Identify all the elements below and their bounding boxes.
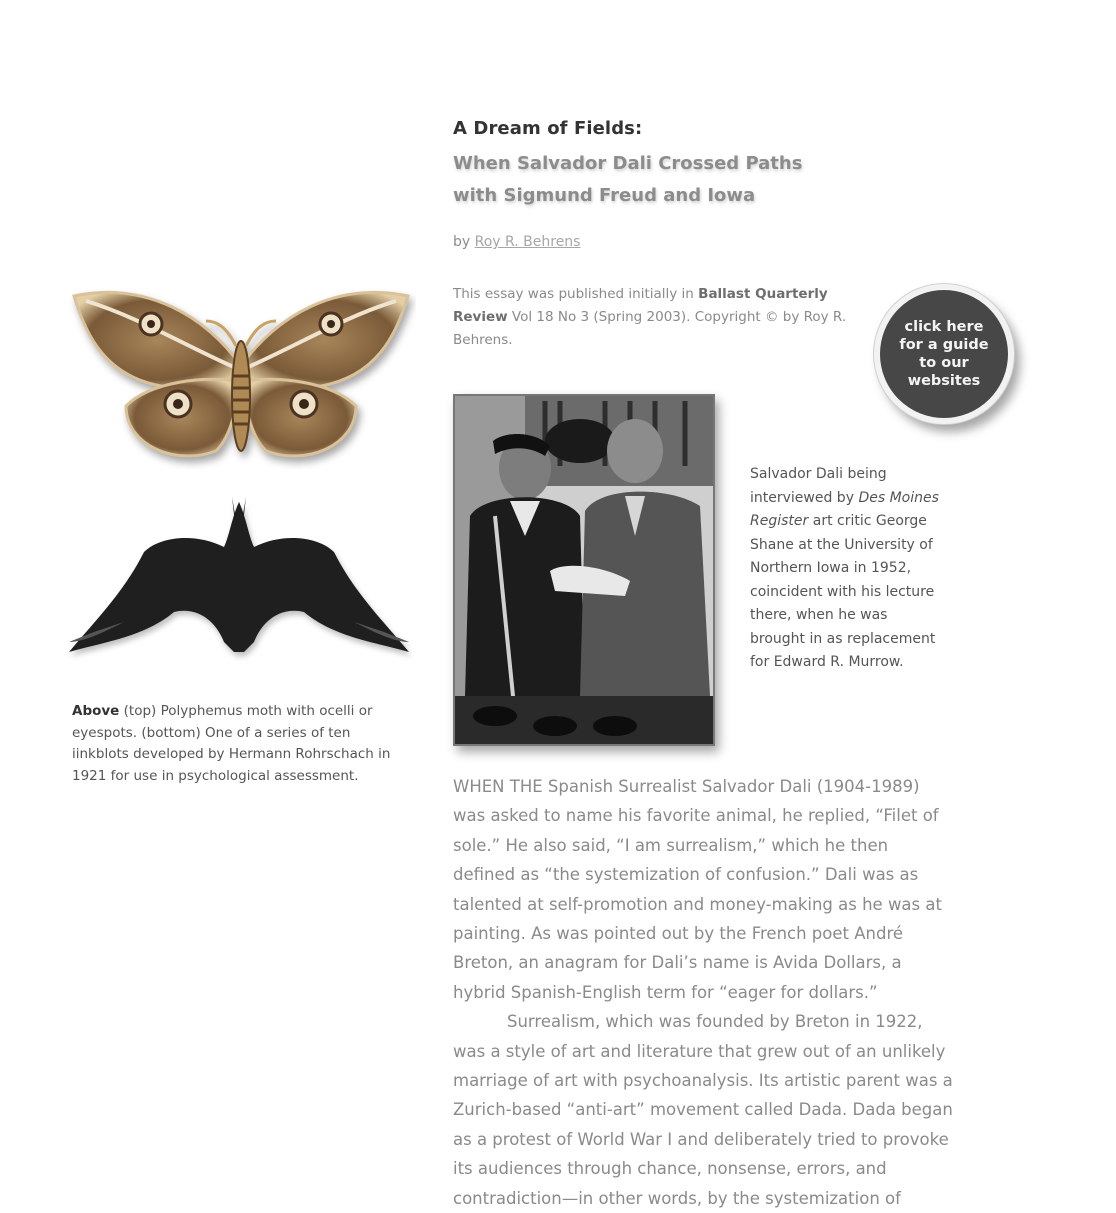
article-title: A Dream of Fields: [453, 118, 643, 139]
publication-note [453, 283, 853, 352]
article-subtitle [453, 148, 873, 212]
photo-caption-part1: Salvador Dali being interviewed by [750, 466, 887, 506]
author-link[interactable]: Roy R. Behrens [474, 234, 581, 250]
byline [453, 234, 580, 250]
photo-caption-part2: art critic George Shane at the University of Northern Iowa in 1952, coincident with his lecture there, when he was brought in as replacement for Edward R. Murrow. [750, 513, 936, 670]
photo-caption [750, 463, 940, 675]
website-guide-button[interactable] [874, 284, 1014, 424]
article-body [453, 772, 953, 1213]
body-paragraph-2: Surrealism, which was founded by Breton in 1922, was a style of art and literature that grew out of an unlikely marriage of art with psychoanalysis. Its artistic parent was a Zurich-based “anti-art” movement called Dada. Dada began as a protest of World War I and deliberately tried to provoke its audiences through chance, nonsense, errors, and contradiction—in other words, by the systemization of [453, 1012, 953, 1208]
rorschach-inkblot-image [64, 492, 414, 672]
pub-details: Vol 18 No 3 (Spring 2003). Copyright © by Roy R. Behrens. [453, 309, 847, 348]
polyphemus-moth-image [66, 276, 416, 476]
byline-prefix: by [453, 234, 471, 250]
subtitle-line-1: When Salvador Dali Crossed Paths [453, 153, 803, 174]
caption-text: (top) Polyphemus moth with ocelli or eyespots. (bottom) One of a series of ten iinkblots developed by Hermann Rohrschach in 1921 for use in psychological assessment. [72, 703, 391, 784]
guide-button-label: click here for a guide to our websites [899, 319, 989, 389]
subtitle-line-2: with Sigmund Freud and Iowa [453, 185, 756, 206]
images-caption [72, 701, 402, 787]
body-paragraph-1: WHEN THE Spanish Surrealist Salvador Dali (1904-1989) was asked to name his favorite animal, he replied, “Filet of sole.” He also said, “I am surrealism,” which he then defined as “the systemization of confusion.” Dali was as talented at self-promotion and money-making as he was at painting. As was pointed out by the French poet André Breton, an anagram for Dali’s name is Avida Dollars, a hybrid Spanish-English term for “eager for dollars.” [453, 777, 942, 1002]
newspaper-name: Des Moines Register [750, 489, 939, 529]
pub-name: Ballast Quarterly Review [453, 286, 828, 325]
dali-interview-photo [453, 394, 715, 746]
pub-prefix: This essay was published initially in [453, 286, 694, 302]
caption-lead: Above [72, 703, 120, 719]
